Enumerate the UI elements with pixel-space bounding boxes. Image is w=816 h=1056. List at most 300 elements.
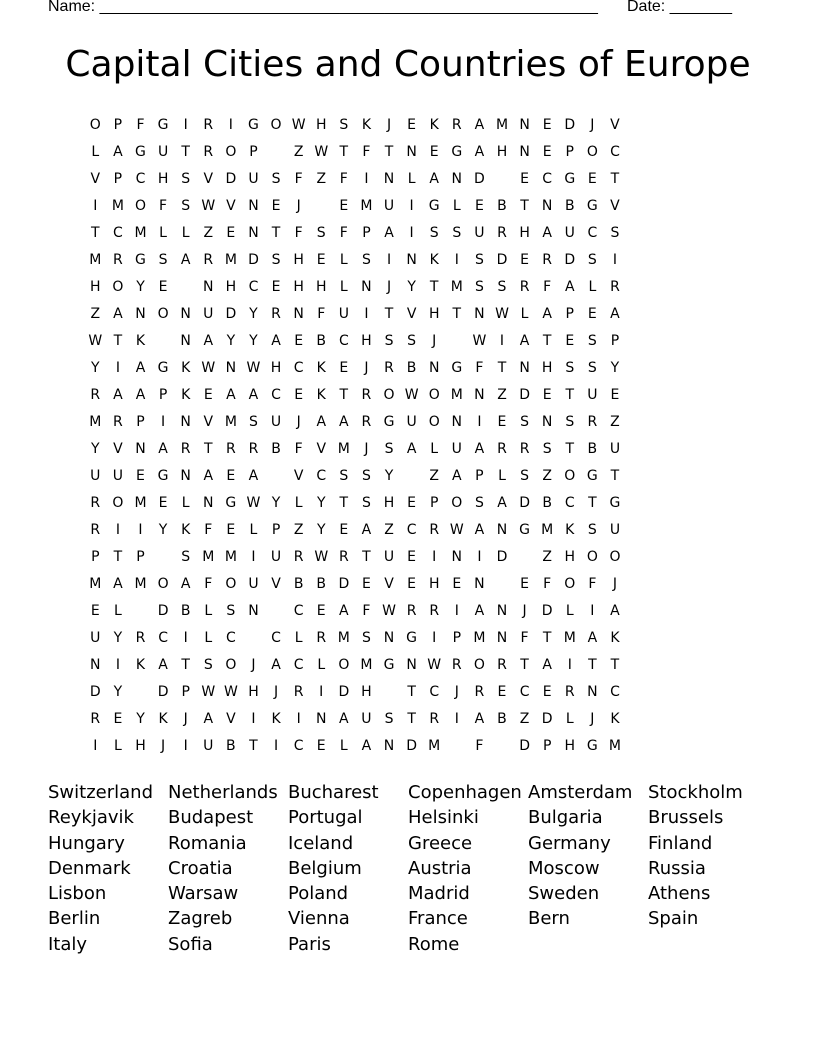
grid-letter: P xyxy=(249,144,258,160)
grid-letter: H xyxy=(293,252,304,268)
grid-letter: G xyxy=(157,117,169,133)
grid-letter: J xyxy=(386,117,392,133)
grid-letter: S xyxy=(339,117,349,133)
grid-letter: L xyxy=(498,468,506,484)
grid-letter: S xyxy=(565,360,575,376)
grid-letter: K xyxy=(610,711,620,727)
grid-letter: S xyxy=(587,522,597,538)
grid-letter: Y xyxy=(91,360,100,376)
grid-letter: A xyxy=(339,603,349,619)
grid-letter: A xyxy=(406,441,417,457)
grid-letter: M xyxy=(360,198,373,214)
grid-letter: O xyxy=(112,495,124,511)
grid-letter: A xyxy=(203,333,214,349)
grid-letter: D xyxy=(519,387,530,403)
grid-letter: N xyxy=(383,630,395,646)
grid-row xyxy=(84,463,626,490)
grid-row xyxy=(84,679,626,706)
grid-letter: H xyxy=(135,738,146,754)
grid-letter: I xyxy=(251,711,256,727)
grid-letter: O xyxy=(428,387,440,403)
grid-letter: F xyxy=(204,522,213,538)
grid-letter: L xyxy=(407,171,416,187)
grid-letter: I xyxy=(273,738,279,754)
grid-letter: A xyxy=(158,657,168,673)
grid-letter: R xyxy=(361,414,372,430)
grid-letter: L xyxy=(565,711,574,727)
grid-letter: V xyxy=(293,468,304,484)
grid-letter: W xyxy=(246,495,261,511)
grid-letter: F xyxy=(543,279,552,295)
grid-letter: S xyxy=(587,252,597,268)
grid-letter: E xyxy=(226,225,236,241)
grid-letter: V xyxy=(610,117,620,133)
grid-letter: Y xyxy=(226,333,236,349)
grid-letter: K xyxy=(316,387,326,403)
word-bank-item: Austria xyxy=(408,857,472,879)
grid-letter: S xyxy=(203,657,213,673)
grid-letter: M xyxy=(337,441,350,457)
grid-letter: A xyxy=(248,468,259,484)
grid-letter: Y xyxy=(249,306,258,322)
grid-letter: P xyxy=(113,171,123,187)
grid-letter: Z xyxy=(429,468,439,484)
word-bank-item: Germany xyxy=(528,832,611,854)
grid-letter: N xyxy=(180,468,191,484)
grid-letter xyxy=(265,598,288,625)
grid-letter: R xyxy=(203,144,214,160)
grid-letter: S xyxy=(249,414,258,430)
grid-letter: Z xyxy=(293,522,304,538)
grid-letter: H xyxy=(564,738,576,754)
grid-letter: E xyxy=(520,252,529,268)
grid-letter: U xyxy=(90,468,101,484)
grid-letter: B xyxy=(316,576,327,592)
grid-letter: A xyxy=(429,171,439,187)
grid-letter: E xyxy=(271,198,281,214)
grid-letter: I xyxy=(364,171,369,187)
grid-letter: S xyxy=(226,603,236,619)
grid-letter: M xyxy=(473,630,486,646)
grid-letter: A xyxy=(135,387,146,403)
grid-letter: P xyxy=(181,684,190,700)
grid-letter: J xyxy=(386,279,392,295)
grid-letter: T xyxy=(452,306,462,322)
grid-letter: S xyxy=(474,495,484,511)
grid-letter xyxy=(491,166,514,193)
grid-letter: E xyxy=(407,549,417,565)
grid-letter: C xyxy=(293,738,304,754)
grid-letter: R xyxy=(90,711,101,727)
word-bank-item: Paris xyxy=(288,933,331,955)
grid-letter: S xyxy=(520,468,530,484)
grid-letter: G xyxy=(586,738,598,754)
grid-letter: L xyxy=(91,144,100,160)
grid-letter: N xyxy=(406,144,417,160)
word-bank-item: France xyxy=(408,908,468,930)
grid-letter: I xyxy=(567,657,572,673)
grid-letter: V xyxy=(226,711,236,727)
grid-letter: D xyxy=(248,252,259,268)
grid-letter: C xyxy=(271,387,281,403)
grid-letter: Z xyxy=(542,468,552,484)
grid-letter: N xyxy=(203,279,214,295)
grid-letter xyxy=(446,733,469,760)
grid-letter: E xyxy=(407,576,417,592)
grid-letter xyxy=(174,274,197,301)
grid-letter: U xyxy=(406,414,417,430)
grid-letter: A xyxy=(542,657,552,673)
grid-letter: R xyxy=(293,684,304,700)
grid-letter: E xyxy=(542,117,552,133)
word-bank-item: Lisbon xyxy=(48,883,107,905)
grid-letter: I xyxy=(115,657,120,673)
grid-letter: C xyxy=(519,684,530,700)
grid-letter: B xyxy=(497,198,507,214)
grid-letter: T xyxy=(429,279,439,295)
grid-row xyxy=(84,436,626,463)
grid-letter: R xyxy=(497,441,507,457)
grid-letter: C xyxy=(293,657,304,673)
grid-letter: H xyxy=(428,306,440,322)
grid-letter xyxy=(129,679,152,706)
grid-row xyxy=(84,571,626,598)
grid-letter: I xyxy=(183,117,188,133)
grid-letter: A xyxy=(339,414,349,430)
word-bank-item: Switzerland xyxy=(48,782,153,803)
grid-letter: R xyxy=(113,252,123,268)
grid-letter: Y xyxy=(113,630,123,646)
grid-row xyxy=(84,247,626,274)
grid-letter: M xyxy=(428,738,441,754)
grid-letter: K xyxy=(610,630,620,646)
grid-row xyxy=(84,112,626,139)
grid-letter: W xyxy=(201,684,216,700)
grid-letter: B xyxy=(293,576,304,592)
grid-row xyxy=(84,328,626,355)
word-bank-item: Greece xyxy=(408,832,473,854)
grid-letter: I xyxy=(161,414,166,430)
grid-letter: V xyxy=(384,576,394,592)
grid-letter: B xyxy=(316,333,327,349)
grid-letter: C xyxy=(113,225,123,241)
grid-letter: M xyxy=(541,522,554,538)
grid-letter: I xyxy=(477,414,482,430)
grid-letter: N xyxy=(496,603,508,619)
grid-letter: O xyxy=(428,414,440,430)
grid-letter: D xyxy=(564,117,576,133)
grid-letter: T xyxy=(339,495,349,511)
grid-letter: D xyxy=(564,252,576,268)
grid-letter: A xyxy=(610,306,620,322)
grid-letter: O xyxy=(609,549,621,565)
grid-letter: N xyxy=(135,441,146,457)
grid-letter: I xyxy=(319,684,324,700)
grid-letter: R xyxy=(90,495,101,511)
grid-letter: E xyxy=(203,387,213,403)
grid-letter: K xyxy=(361,117,372,133)
grid-letter: H xyxy=(361,684,372,700)
grid-letter: K xyxy=(271,711,281,727)
grid-letter: A xyxy=(474,603,485,619)
grid-letter: T xyxy=(384,144,394,160)
grid-letter: R xyxy=(451,657,462,673)
grid-letter: E xyxy=(542,144,552,160)
grid-letter: N xyxy=(248,603,259,619)
grid-letter: M xyxy=(202,549,215,565)
grid-letter: U xyxy=(564,225,575,241)
grid-letter: H xyxy=(541,360,553,376)
grid-letter: M xyxy=(450,279,463,295)
grid-letter: F xyxy=(362,144,371,160)
grid-letter: K xyxy=(181,360,191,376)
grid-letter: J xyxy=(251,657,256,673)
grid-letter: C xyxy=(248,279,259,295)
grid-letter: W xyxy=(201,198,216,214)
grid-letter: Y xyxy=(113,684,123,700)
grid-letter: R xyxy=(429,711,440,727)
grid-letter: D xyxy=(338,576,350,592)
grid-row xyxy=(84,274,626,301)
grid-letter: N xyxy=(541,414,553,430)
grid-letter: F xyxy=(317,306,326,322)
grid-letter: U xyxy=(112,468,124,484)
grid-letter: B xyxy=(542,495,552,511)
grid-letter: D xyxy=(541,711,553,727)
grid-letter: I xyxy=(364,306,369,322)
grid-letter: M xyxy=(495,117,509,133)
grid-letter: I xyxy=(296,711,301,727)
grid-letter: K xyxy=(158,711,168,727)
grid-letter: L xyxy=(520,306,529,322)
name-field: Name: ________________________________________________________ xyxy=(48,0,598,15)
grid-letter: V xyxy=(203,171,214,187)
grid-letter: W xyxy=(427,657,442,673)
grid-letter: B xyxy=(587,441,598,457)
grid-letter xyxy=(400,463,423,490)
grid-letter: C xyxy=(610,684,620,700)
grid-letter: A xyxy=(474,144,485,160)
grid-letter: G xyxy=(451,144,463,160)
grid-letter: G xyxy=(157,468,169,484)
grid-letter xyxy=(152,328,175,355)
grid-letter: Z xyxy=(90,306,101,322)
grid-letter: S xyxy=(361,252,371,268)
grid-letter: P xyxy=(271,522,281,538)
grid-letter: J xyxy=(612,576,618,592)
grid-letter: F xyxy=(543,576,552,592)
word-bank-item: Iceland xyxy=(288,832,354,854)
grid-row xyxy=(84,733,626,760)
grid-letter: V xyxy=(90,171,101,187)
grid-letter: U xyxy=(361,711,372,727)
grid-letter xyxy=(242,625,265,652)
grid-letter: U xyxy=(157,144,169,160)
grid-letter: N xyxy=(451,171,463,187)
grid-row xyxy=(84,139,626,166)
grid-letter: Y xyxy=(271,495,281,511)
grid-letter: E xyxy=(542,684,552,700)
grid-letter: K xyxy=(429,252,439,268)
grid-letter: G xyxy=(428,198,440,214)
word-bank-item: Brussels xyxy=(648,807,724,829)
grid-letter: F xyxy=(294,171,303,187)
grid-letter: A xyxy=(452,468,462,484)
grid-letter: T xyxy=(407,684,416,700)
grid-letter: B xyxy=(564,198,575,214)
grid-row xyxy=(84,382,626,409)
grid-letter: E xyxy=(316,603,326,619)
grid-letter: M xyxy=(134,495,147,511)
grid-letter: G xyxy=(383,414,395,430)
grid-letter: Z xyxy=(203,225,214,241)
grid-letter: S xyxy=(361,495,371,511)
grid-letter: U xyxy=(383,198,395,214)
grid-letter: E xyxy=(587,171,597,187)
grid-letter: Y xyxy=(158,522,168,538)
grid-letter: Z xyxy=(293,144,304,160)
grid-letter: C xyxy=(429,684,440,700)
grid-letter: A xyxy=(519,333,530,349)
grid-letter: R xyxy=(113,414,123,430)
grid-letter: A xyxy=(497,495,507,511)
word-bank-item: Berlin xyxy=(48,908,101,930)
word-bank-item: Rome xyxy=(408,933,460,955)
grid-letter: J xyxy=(522,603,527,619)
grid-letter: U xyxy=(90,630,101,646)
grid-letter: R xyxy=(429,522,440,538)
grid-letter: A xyxy=(339,711,349,727)
grid-letter xyxy=(491,571,514,598)
grid-letter: G xyxy=(519,522,530,538)
grid-letter: R xyxy=(90,387,101,403)
grid-letter: S xyxy=(542,441,552,457)
grid-letter: C xyxy=(135,171,146,187)
grid-letter: M xyxy=(134,225,147,241)
grid-letter: N xyxy=(496,630,508,646)
grid-letter: C xyxy=(225,630,236,646)
word-bank-item: Croatia xyxy=(168,857,233,879)
grid-letter: S xyxy=(316,225,326,241)
grid-letter: N xyxy=(474,576,485,592)
grid-letter: H xyxy=(315,279,327,295)
grid-letter: E xyxy=(339,198,349,214)
grid-letter: W xyxy=(291,117,306,133)
grid-letter: R xyxy=(384,360,394,376)
grid-letter: L xyxy=(430,441,439,457)
word-bank-item: Reykjavik xyxy=(48,807,134,829)
grid-letter: P xyxy=(362,225,371,241)
grid-letter: N xyxy=(361,279,372,295)
grid-letter: E xyxy=(136,468,145,484)
grid-letter: M xyxy=(450,387,463,403)
grid-letter: C xyxy=(293,360,304,376)
grid-letter: D xyxy=(89,684,101,700)
grid-letter: N xyxy=(541,198,553,214)
grid-letter: C xyxy=(271,630,281,646)
grid-letter: T xyxy=(542,630,552,646)
grid-letter: J xyxy=(364,441,369,457)
grid-letter: I xyxy=(499,333,505,349)
grid-letter: L xyxy=(113,738,122,754)
grid-letter: R xyxy=(203,252,214,268)
grid-letter: C xyxy=(587,225,598,241)
grid-letter: A xyxy=(113,144,123,160)
grid-letter: Y xyxy=(136,279,145,295)
word-bank-item: Vienna xyxy=(288,908,350,930)
grid-letter: E xyxy=(610,387,620,403)
grid-letter: L xyxy=(181,225,190,241)
grid-letter: U xyxy=(383,549,395,565)
grid-letter: T xyxy=(181,144,190,160)
grid-letter: J xyxy=(590,117,595,133)
grid-row xyxy=(84,193,626,220)
grid-letter xyxy=(491,733,514,760)
grid-letter: T xyxy=(271,225,281,241)
grid-letter: J xyxy=(183,711,188,727)
page-title: Capital Cities and Countries of Europe xyxy=(65,44,751,85)
grid-letter: L xyxy=(294,495,303,511)
grid-letter: G xyxy=(135,252,146,268)
grid-letter: A xyxy=(474,522,485,538)
grid-letter: T xyxy=(610,468,620,484)
grid-letter xyxy=(152,544,175,571)
grid-letter: R xyxy=(293,549,304,565)
grid-letter: G xyxy=(157,360,169,376)
grid-letter: J xyxy=(590,711,595,727)
grid-letter: S xyxy=(407,333,417,349)
grid-letter: E xyxy=(271,279,281,295)
grid-letter: P xyxy=(475,468,484,484)
grid-letter: A xyxy=(248,387,259,403)
word-bank-item: Russia xyxy=(648,857,706,879)
grid-letter: T xyxy=(610,657,620,673)
grid-letter: B xyxy=(497,711,507,727)
grid-letter: G xyxy=(225,495,237,511)
grid-letter: L xyxy=(452,198,461,214)
grid-letter: C xyxy=(316,468,327,484)
grid-letter: D xyxy=(338,684,350,700)
grid-letter: R xyxy=(519,441,530,457)
grid-letter: T xyxy=(362,549,371,565)
grid-letter: A xyxy=(113,306,123,322)
grid-letter: N xyxy=(519,360,530,376)
grid-letter: P xyxy=(542,738,552,754)
grid-letter: I xyxy=(612,252,618,268)
grid-letter: S xyxy=(271,171,281,187)
grid-letter: M xyxy=(111,198,124,214)
grid-letter: P xyxy=(113,117,123,133)
word-bank-item: Romania xyxy=(168,832,247,854)
grid-letter: S xyxy=(361,468,371,484)
grid-letter: R xyxy=(474,684,485,700)
grid-letter: I xyxy=(454,603,459,619)
word-bank-item: Bulgaria xyxy=(528,807,603,829)
grid-letter: L xyxy=(159,225,167,241)
grid-letter: N xyxy=(451,414,463,430)
word-bank-item: Madrid xyxy=(408,883,470,905)
word-bank-item: Moscow xyxy=(528,857,600,879)
grid-letter: D xyxy=(406,738,417,754)
word-bank-item: Poland xyxy=(288,883,349,905)
grid-letter: P xyxy=(610,333,620,349)
grid-letter: G xyxy=(451,360,463,376)
grid-letter: U xyxy=(248,171,259,187)
grid-letter: T xyxy=(588,495,597,511)
grid-letter: T xyxy=(181,657,190,673)
grid-letter: U xyxy=(609,522,621,538)
grid-letter: S xyxy=(520,414,530,430)
